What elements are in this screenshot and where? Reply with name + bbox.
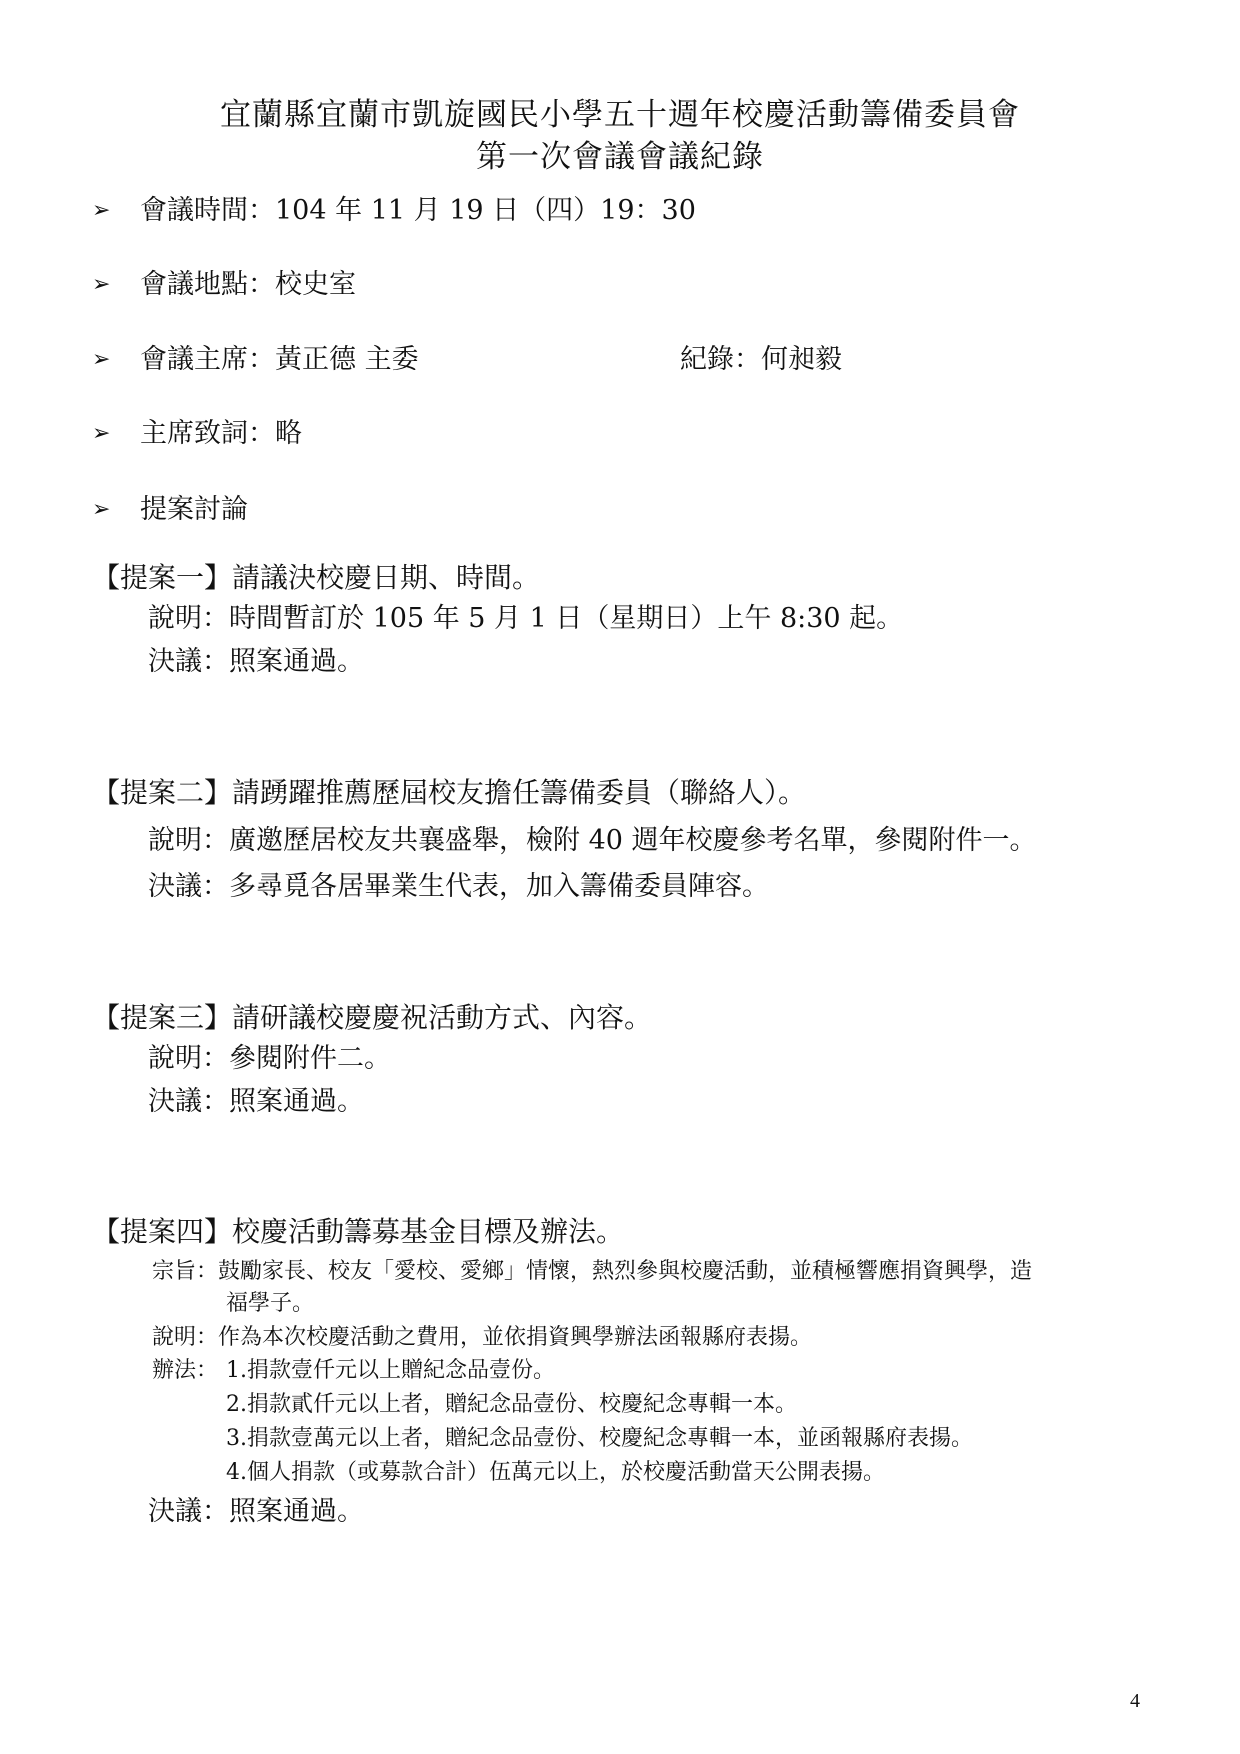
document-subtitle: 第一次會議會議紀錄 — [476, 139, 764, 175]
proposal-4-method-4: 4.個人捐款（或募款合計）伍萬元以上，於校慶活動當天公開表揚。 — [226, 1460, 885, 1485]
discussion-row — [92, 496, 248, 523]
proposal-4-method-label: 辦法： — [152, 1358, 219, 1383]
chair-speech-row — [92, 420, 302, 447]
proposal-4-method-1: 1.捐款壹仟元以上贈紀念品壹份。 — [226, 1358, 555, 1383]
chair-speech: 主席致詞：略 — [140, 418, 302, 449]
proposal-1-resolution: 決議：照案通過。 — [148, 646, 364, 677]
proposal-1-explain: 說明：時間暫訂於 105 年 5 月 1 日（星期日）上午 8:30 起。 — [148, 603, 904, 634]
meeting-place-row — [92, 271, 356, 298]
meeting-chair: 會議主席：黃正德 主委 — [140, 344, 419, 375]
arrow-bullet-icon: ➢ — [92, 347, 111, 372]
proposal-4-method-3: 3.捐款壹萬元以上者，贈紀念品壹份、校慶紀念專輯一本，並函報縣府表揚。 — [226, 1426, 973, 1451]
proposal-4-purpose-line2: 福學子。 — [226, 1291, 315, 1316]
document-title: 宜蘭縣宜蘭市凱旋國民小學五十週年校慶活動籌備委員會 — [220, 97, 1020, 133]
arrow-bullet-icon: ➢ — [92, 421, 111, 446]
proposal-3-explain: 說明：參閱附件二。 — [148, 1043, 391, 1074]
meeting-time: 會議時間：104 年 11 月 19 日（四）19：30 — [140, 195, 696, 226]
arrow-bullet-icon: ➢ — [92, 272, 111, 297]
proposal-4-purpose-line1: 宗旨：鼓勵家長、校友「愛校、愛鄉」情懷，熱烈參與校慶活動，並積極響應捐資興學，造 — [152, 1259, 1033, 1284]
page-number: 4 — [1130, 1690, 1140, 1712]
proposal-3-head: 【提案三】請研議校慶慶祝活動方式、內容。 — [92, 1001, 653, 1034]
proposal-4-head: 【提案四】校慶活動籌募基金目標及辦法。 — [92, 1215, 625, 1248]
meeting-chair-row — [92, 344, 842, 375]
arrow-bullet-icon: ➢ — [92, 497, 111, 522]
meeting-time-row — [92, 197, 696, 224]
proposal-2-resolution: 決議：多尋覓各居畢業生代表，加入籌備委員陣容。 — [148, 871, 769, 902]
meeting-place: 會議地點：校史室 — [140, 269, 356, 300]
proposal-1-head: 【提案一】請議決校慶日期、時間。 — [92, 561, 541, 594]
proposal-4-method-2: 2.捐款貳仟元以上者，贈紀念品壹份、校慶紀念專輯一本。 — [226, 1392, 797, 1417]
proposal-3-resolution: 決議：照案通過。 — [148, 1086, 364, 1117]
proposal-4-explain: 說明：作為本次校慶活動之費用，並依捐資興學辦法函報縣府表揚。 — [152, 1325, 813, 1350]
proposal-2-head: 【提案二】請踴躍推薦歷屆校友擔任籌備委員（聯絡人）。 — [92, 776, 807, 809]
discussion-heading: 提案討論 — [140, 494, 248, 525]
proposal-4-resolution: 決議：照案通過。 — [148, 1496, 364, 1527]
arrow-bullet-icon: ➢ — [92, 198, 111, 223]
proposal-2-explain: 說明：廣邀歷居校友共襄盛舉，檢附 40 週年校慶參考名單，參閱附件一。 — [148, 825, 1037, 856]
meeting-recorder: 紀錄：何昶毅 — [680, 344, 842, 375]
